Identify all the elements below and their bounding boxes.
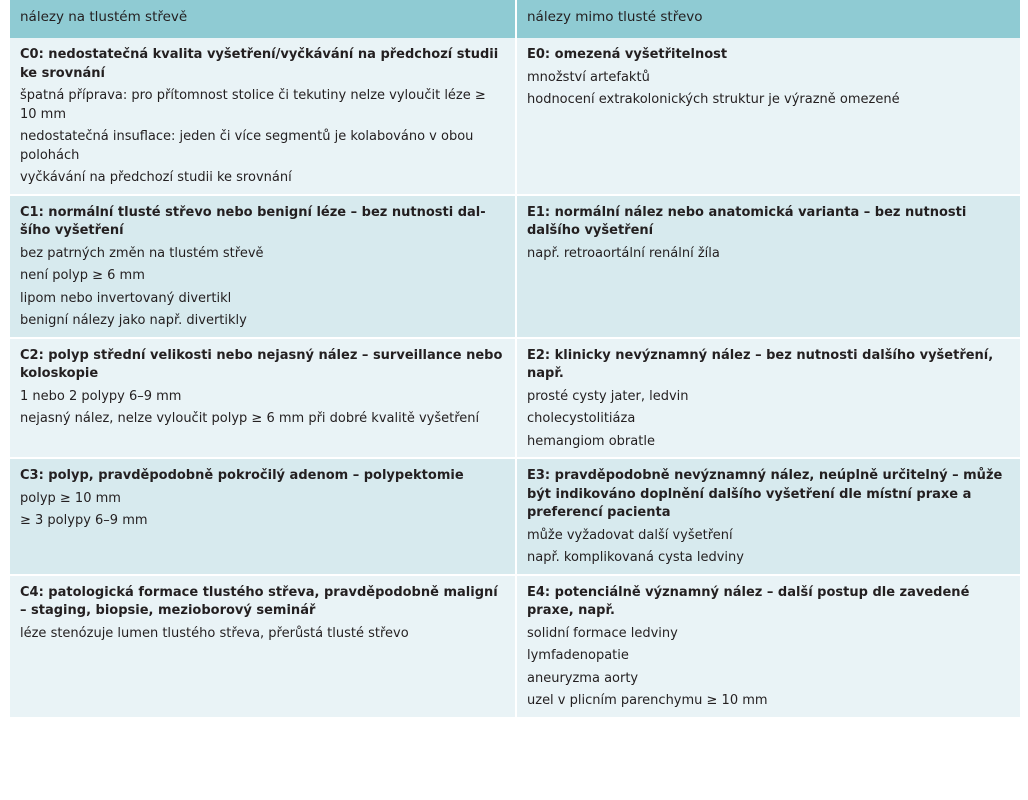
finding-item: polyp ≥ 10 mm [20,490,121,506]
classification-table-container [10,0,1020,719]
colon-category-title: C2: polyp střední velikosti nebo nejasný nález – surveillance nebo koloskopie [20,347,503,381]
finding-item: může vyžadovat další vyšetření [527,527,733,543]
finding-item: lymfadenopatie [527,648,629,663]
finding-item: např. retroaortální renální žíla [527,245,720,261]
finding-item: špatná příprava: pro přítomnost stolice či tekutiny nelze vyloučit léze ≥ 10 mm [20,88,486,122]
finding-item: lipom nebo invertovaný divertikl [20,290,232,306]
extracolonic-cell [516,458,1020,575]
finding-item: cholecystolitiáza [527,411,636,426]
extracolonic-category-title: E4: potenciálně významný nález – další postup dle zavedené praxe, např. [527,584,970,618]
finding-item: hemangiom obratle [527,433,655,449]
extracolonic-category-title: E0: omezená vyšetřitelnost [527,47,728,62]
table-row [10,575,1020,718]
colon-category-title: C0: nedostatečná kvalita vyšetření/vyčkávání na předchozí studii ke srovnání [20,47,499,81]
finding-item: prosté cysty jater, ledvin [527,388,689,404]
table-row [10,38,1020,195]
finding-item: bez patrných změn na tlustém střevě [20,245,264,261]
extracolonic-category-title: E1: normální nález nebo anatomická varianta – bez nutnosti dalšího vyšetření [527,204,967,238]
colon-cell [10,38,516,195]
extracolonic-cell [516,575,1020,718]
finding-item: uzel v plicním parenchymu ≥ 10 mm [527,693,768,708]
finding-item: ≥ 3 polypy 6–9 mm [20,513,148,528]
header-row [10,0,1020,38]
finding-item: léze stenózuje lumen tlustého střeva, přerůstá tlusté střevo [20,625,409,641]
finding-item: množství artefaktů [527,69,650,85]
classification-table [10,0,1020,719]
colon-cell [10,458,516,575]
extracolonic-cell [516,338,1020,459]
table-row [10,195,1020,338]
table-row [10,338,1020,459]
finding-item: nejasný nález, nelze vyloučit polyp ≥ 6 mm při dobré kvalitě vyšetření [20,411,480,426]
finding-item: např. komplikovaná cysta ledviny [527,550,744,565]
colon-category-title: C4: patologická formace tlustého střeva, pravděpodobně maligní – staging, biopsie, mezioborový seminář [20,584,498,618]
colon-category-title: C1: normální tlusté střevo nebo benigní léze – bez nutnosti dalšího vyšetření [20,204,486,238]
extracolonic-category-title: E2: klinicky nevýznamný nález – bez nutnosti dalšího vyšetření, např. [527,347,994,381]
finding-item: není polyp ≥ 6 mm [20,268,145,283]
colon-cell [10,575,516,718]
extracolonic-category-title: E3: pravděpodobně nevýznamný nález, neúplně určitelný – může být indikováno doplnění dalšího vyšetření dle místní praxe a preferencí pacienta [527,468,1003,520]
table-body [10,38,1020,718]
finding-item: hodnocení extrakolonických struktur je výrazně omezené [527,92,900,107]
header-extracolonic-findings: nálezy mimo tlusté střevo [516,0,1020,38]
finding-item: benigní nálezy jako např. divertikly [20,313,247,328]
finding-item: vyčkávání na předchozí studii ke srovnání [20,170,292,185]
extracolonic-cell [516,38,1020,195]
colon-category-title: C3: polyp, pravděpodobně pokročilý adenom – polypektomie [20,468,464,483]
table-header [10,0,1020,38]
extracolonic-cell [516,195,1020,338]
finding-item: solidní formace ledviny [527,625,678,641]
finding-item: 1 nebo 2 polypy 6–9 mm [20,388,182,404]
header-colon-findings: nálezy na tlustém střevě [10,0,516,38]
colon-cell [10,338,516,459]
finding-item: aneuryzma aorty [527,670,639,686]
table-row [10,458,1020,575]
finding-item: nedostatečná insuflace: jeden či více segmentů je kolabováno v obou polohách [20,129,474,163]
colon-cell [10,195,516,338]
